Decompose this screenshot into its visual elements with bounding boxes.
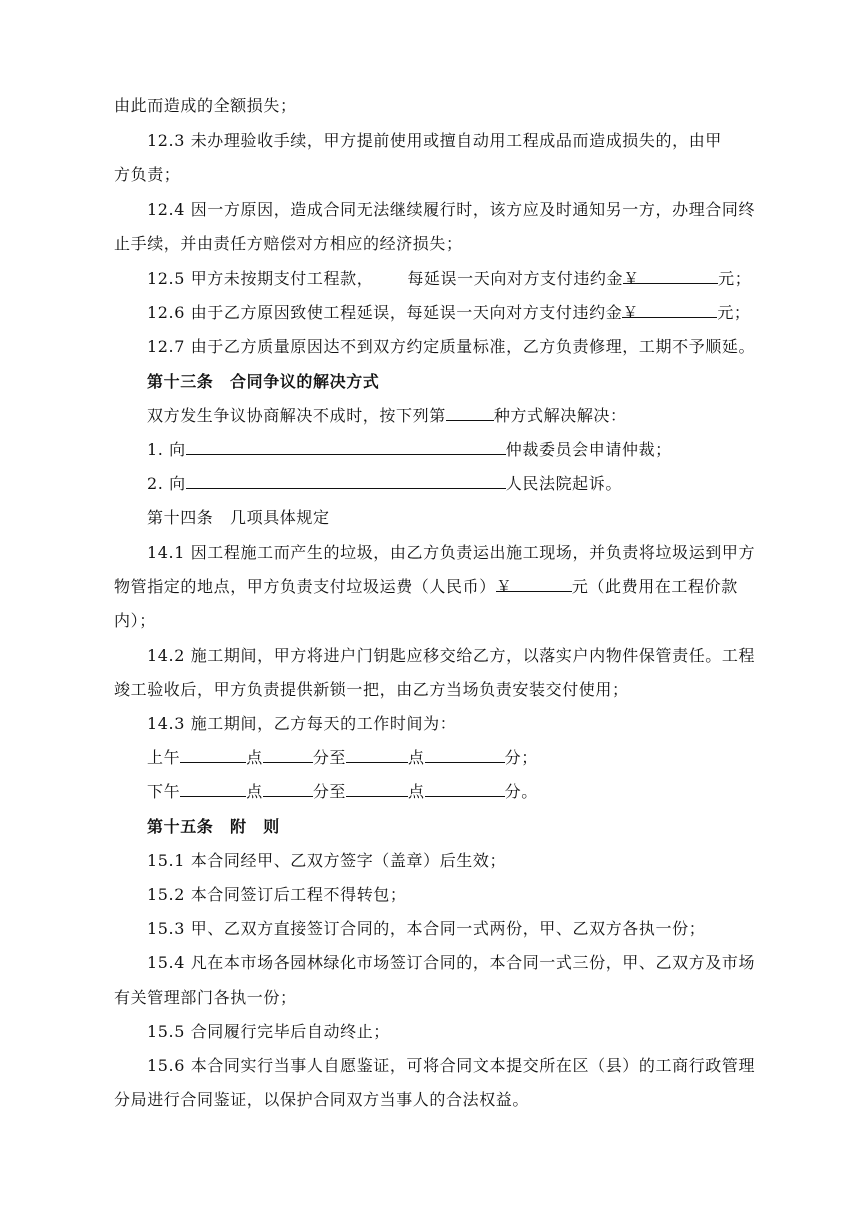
period-label: 下午 bbox=[147, 782, 181, 801]
unit-text: 元； bbox=[717, 303, 751, 322]
clause-12-5 bbox=[147, 266, 751, 289]
paragraph-line: 止手续，并由责任方赔偿对方相应的经济损失； bbox=[114, 234, 463, 253]
clause-14-2: 14.2 施工期间，甲方将进户门钥匙应移交给乙方，以落实户内物件保管责任。工程 bbox=[147, 646, 756, 665]
paragraph-line: 方负责； bbox=[114, 165, 181, 184]
clause-15-3: 15.3 甲、乙双方直接签订合同的，本合同一式两份，甲、乙双方各执一份； bbox=[147, 919, 706, 938]
penalty-amount-blank bbox=[623, 266, 718, 288]
minute-blank bbox=[263, 745, 313, 763]
paragraph-line: 分局进行合同鉴证，以保护合同双方当事人的合法权益。 bbox=[114, 1090, 530, 1109]
clause-12-7: 12.7 由于乙方质量原因达不到双方约定质量标准，乙方负责修理，工期不予顺延。 bbox=[147, 337, 756, 356]
yen-sign: ￥ bbox=[623, 269, 640, 288]
paragraph-line: 有关管理部门各执一份； bbox=[114, 988, 297, 1007]
morning-hours-line bbox=[147, 745, 538, 768]
clause-15-4: 15.4 凡在本市场各园林绿化市场签订合同的，本合同一式三份，甲、乙双方及市场 bbox=[147, 953, 756, 972]
clause-15-2: 15.2 本合同签订后工程不得转包； bbox=[147, 885, 407, 904]
hour-blank bbox=[346, 779, 408, 797]
unit-text: 点 bbox=[246, 782, 263, 801]
clause-14-1: 14.1 因工程施工而产生的垃圾，由乙方负责运出施工现场，并负责将垃圾运到甲方 bbox=[147, 543, 756, 562]
unit-text: 分至 bbox=[312, 748, 347, 767]
clause-14-3: 14.3 施工期间，乙方每天的工作时间为： bbox=[147, 714, 457, 733]
period-label: 上午 bbox=[147, 748, 181, 767]
clause-text: 物管指定的地点，甲方负责支付垃圾运费（人民币） bbox=[114, 577, 496, 596]
clause-text: 人民法院起诉。 bbox=[505, 474, 622, 493]
minute-blank bbox=[425, 745, 505, 763]
clause-12-4: 12.4 因一方原因，造成合同无法继续履行时，该方应及时通知另一方，办理合同终 bbox=[147, 200, 756, 219]
unit-text: 元； bbox=[718, 269, 752, 288]
paragraph-line bbox=[114, 574, 738, 597]
hour-blank bbox=[346, 745, 408, 763]
clause-text: 每延误一天向对方支付违约金 bbox=[407, 269, 624, 288]
clause-15-1: 15.1 本合同经甲、乙双方签字（盖章）后生效； bbox=[147, 851, 507, 870]
unit-text: 分至 bbox=[312, 782, 347, 801]
clause-text: 种方式解决解决： bbox=[493, 406, 627, 425]
clause-12-3: 12.3 未办理验收手续，甲方提前使用或擅自动用工程成品而造成损失的，由甲 bbox=[147, 131, 722, 150]
minute-blank bbox=[425, 779, 505, 797]
unit-text: 分。 bbox=[504, 782, 538, 801]
yen-sign: ￥ bbox=[495, 577, 513, 596]
article-15-heading: 第十五条 附 则 bbox=[147, 817, 280, 836]
hour-blank bbox=[180, 779, 246, 797]
article-14-heading: 第十四条 几项具体规定 bbox=[147, 508, 330, 527]
yen-sign: ￥ bbox=[622, 303, 639, 322]
clause-text: 仲裁委员会申请仲裁； bbox=[505, 440, 672, 459]
afternoon-hours-line bbox=[147, 779, 538, 802]
penalty-amount-blank bbox=[622, 300, 717, 322]
method-number-blank bbox=[446, 403, 494, 421]
unit-text: 点 bbox=[246, 748, 263, 767]
clause-15-6: 15.6 本合同实行当事人自愿鉴证，可将合同文本提交所在区（县）的工商行政管理 bbox=[147, 1056, 756, 1075]
clause-12-6 bbox=[147, 300, 751, 323]
unit-text: 点 bbox=[408, 748, 425, 767]
article-13-heading: 第十三条 合同争议的解决方式 bbox=[147, 372, 380, 391]
arbitration-line bbox=[147, 437, 672, 460]
clause-15-5: 15.5 合同履行完毕后自动终止； bbox=[147, 1022, 390, 1041]
hour-blank bbox=[180, 745, 246, 763]
clause-text: 元（此费用在工程价款 bbox=[571, 577, 738, 596]
clause-text: 12.6 由于乙方原因致使工程延误，每延误一天向对方支付违约金 bbox=[147, 303, 623, 322]
arbitration-committee-blank bbox=[186, 437, 506, 455]
paragraph-line: 由此而造成的全额损失； bbox=[114, 96, 297, 115]
clause-text: 1. 向 bbox=[147, 440, 186, 459]
unit-text: 点 bbox=[408, 782, 425, 801]
garbage-fee-blank bbox=[495, 574, 572, 596]
minute-blank bbox=[263, 779, 313, 797]
clause-text: 12.5 甲方未按期支付工程款， bbox=[147, 269, 374, 288]
court-line bbox=[147, 471, 622, 494]
paragraph-line: 竣工验收后，甲方负责提供新锁一把，由乙方当场负责安装交付使用； bbox=[114, 680, 629, 699]
paragraph-line: 内）； bbox=[114, 611, 156, 630]
court-name-blank bbox=[186, 471, 506, 489]
unit-text: 分； bbox=[504, 748, 538, 767]
clause-text: 双方发生争议协商解决不成时，按下列第 bbox=[147, 406, 446, 425]
clause-text: 2. 向 bbox=[147, 474, 186, 493]
dispute-method-line bbox=[147, 403, 627, 426]
